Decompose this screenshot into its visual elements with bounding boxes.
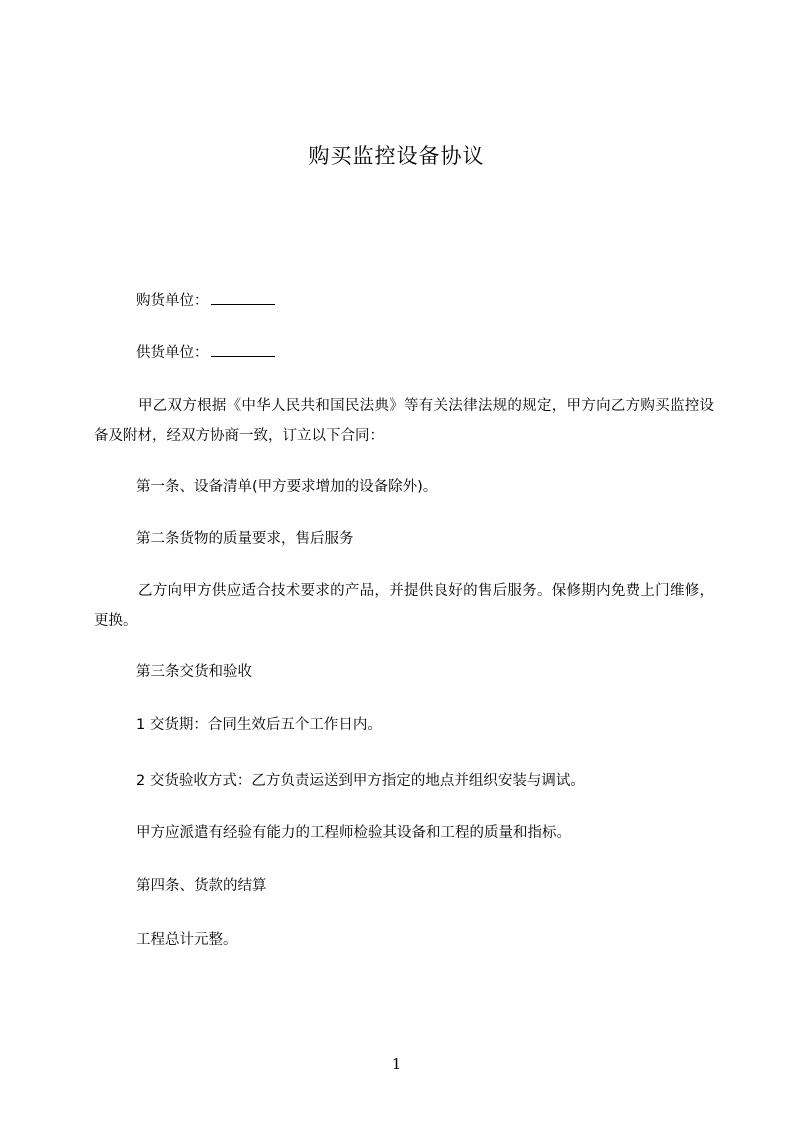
buyer-line: [136, 286, 711, 316]
supplier-label: 供货单位：: [136, 345, 209, 361]
page-number: 1: [391, 1055, 402, 1073]
article-3-heading: 第三条交货和验收: [136, 664, 252, 680]
intro-paragraph: 甲乙双方根据《中华人民共和国民法典》等有关法律法规的规定，甲方向乙方购买监控设备及附材，经双方协商一致，订立以下合同：: [94, 398, 714, 444]
delivery-period: 1 交货期：合同生效后五个工作日内。: [136, 717, 382, 733]
supplier-line: [136, 338, 711, 368]
supplier-blank: [211, 339, 275, 357]
buyer-blank: [211, 287, 275, 305]
article-4-heading: 第四条、货款的结算: [136, 878, 267, 894]
total-amount: 工程总计元整。: [136, 932, 238, 948]
delivery-method: 2 交货验收方式：乙方负责运送到甲方指定的地点并组织安装与调试。: [136, 773, 585, 789]
article-2-body: 乙方向甲方供应适合技术要求的产品，并提供良好的售后服务。保修期内免费上门维修，更换。: [94, 583, 714, 629]
article-1-heading: 第一条、设备清单(甲方要求增加的设备除外)。: [136, 479, 438, 495]
document-title: 购买监控设备协议: [308, 144, 485, 168]
inspection-clause: 甲方应派遣有经验有能力的工程师检验其设备和工程的质量和指标。: [136, 825, 571, 841]
article-2-heading: 第二条货物的质量要求，售后服务: [136, 531, 354, 547]
buyer-label: 购货单位：: [136, 293, 209, 309]
